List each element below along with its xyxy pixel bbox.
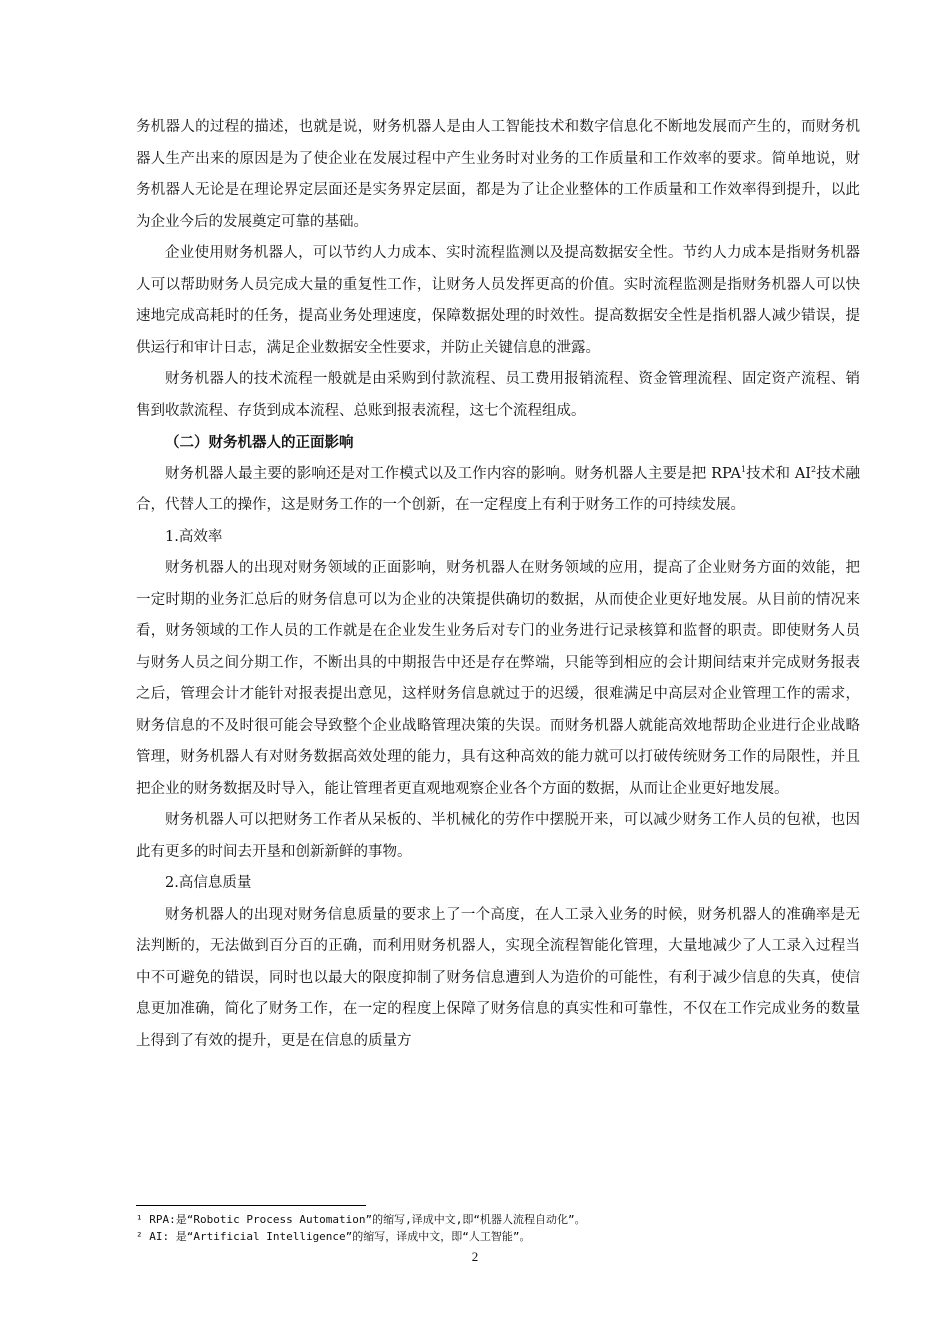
paragraph: 财务机器人可以把财务工作者从呆板的、半机械化的劳作中摆脱开来，可以减少财务工作人员的包袱，也因此有更多的时间去开垦和创新新鲜的事物。 bbox=[136, 812, 860, 860]
paragraph: 务机器人的过程的描述，也就是说，财务机器人是由人工智能技术和数字信息化不断地发展而产生的，而财务机器人生产出来的原因是为了使企业在发展过程中产生业务时对业务的工作质量和工作效率的要求。简单地说，财务机器人无论是在理论界定层面还是实务界定层面，都是为了让企业整体的工作质量和工作效率得到提升，以此为企业今后的发展奠定可靠的基础。 bbox=[136, 119, 860, 230]
paragraph: 财务机器人的出现对财务信息质量的要求上了一个高度，在人工录入业务的时候，财务机器人的准确率是无法判断的，无法做到百分百的正确，而利用财务机器人，实现全流程智能化管理，大量地减少了人工录入过程当中不可避免的错误，同时也以最大的限度抑制了财务信息遭到人为造价的可能性，有利于减少信息的失真，使信息更加准确，简化了财务工作，在一定的程度上保障了财务信息的真实性和可靠性，不仅在工作完成业务的数量上得到了有效的提升，更是在信息的质量方 bbox=[136, 906, 860, 1049]
paragraph bbox=[136, 459, 860, 522]
subheading: 1.高效率 bbox=[165, 528, 223, 545]
section-heading: （二）财务机器人的正面影响 bbox=[165, 434, 354, 451]
footnote-ref: 2 bbox=[811, 464, 817, 474]
paragraph: 企业使用财务机器人，可以节约人力成本、实时流程监测以及提高数据安全性。节约人力成本是指财务机器人可以帮助财务人员完成大量的重复性工作，让财务人员发挥更高的价值。实时流程监测是指财务机器人可以快速地完成高耗时的任务，提高业务处理速度，保障数据处理的时效性。提高数据安全性是指机器人减少错误，提供运行和审计日志，满足企业数据安全性要求，并防止关键信息的泄露。 bbox=[136, 245, 860, 356]
paragraph-text: 技术融合，代替人工的操作，这是财务工作的一个创新，在一定程度上有利于财务工作的可持续发展。 bbox=[136, 465, 861, 513]
footnote-divider bbox=[136, 1205, 366, 1206]
subheading: 2.高信息质量 bbox=[165, 875, 252, 891]
footnote: ² AI: 是“Artificial Intelligence”的缩写，译成中文，即“人工智能”。 bbox=[136, 1230, 531, 1243]
footnotes bbox=[136, 1211, 860, 1245]
footnote: ¹ RPA:是“Robotic Process Automation”的缩写,译成中文,即“机器人流程自动化”。 bbox=[136, 1213, 586, 1226]
paragraph: 财务机器人的出现对财务领域的正面影响，财务机器人在财务领域的应用，提高了企业财务方面的效能，把一定时期的业务汇总后的财务信息可以为企业的决策提供确切的数据，从而使企业更好地发展。从目前的情况来看，财务领域的工作人员的工作就是在企业发生业务后对专门的业务进行记录核算和监督的职责。即使财务人员与财务人员之间分期工作，不断出具的中期报告中还是存在弊端，只能等到相应的会计期间结束并完成财务报表之后，管理会计才能针对报表提出意见，这样财务信息就过于的迟缓，很难满足中高层对企业管理工作的需求，财务信息的不及时很可能会导致整个企业战略管理决策的失误。而财务机器人就能高效地帮助企业进行企业战略管理，财务机器人有对财务数据高效处理的能力，具有这种高效的能力就可以打破传统财务工作的局限性，并且把企业的财务数据及时导入，能让管理者更直观地观察企业各个方面的数据，从而让企业更好地发展。 bbox=[136, 560, 860, 797]
paragraph-text: 财务机器人最主要的影响还是对工作模式以及工作内容的影响。财务机器人主要是把 RPA bbox=[165, 465, 741, 482]
document-body bbox=[136, 112, 860, 1057]
paragraph-text: 技术和 AI bbox=[746, 465, 812, 482]
page-number: 2 bbox=[471, 1249, 479, 1264]
footnote-ref: 1 bbox=[740, 464, 747, 474]
paragraph: 财务机器人的技术流程一般就是由采购到付款流程、员工费用报销流程、资金管理流程、固定资产流程、销售到收款流程、存货到成本流程、总账到报表流程，这七个流程组成。 bbox=[136, 371, 860, 419]
